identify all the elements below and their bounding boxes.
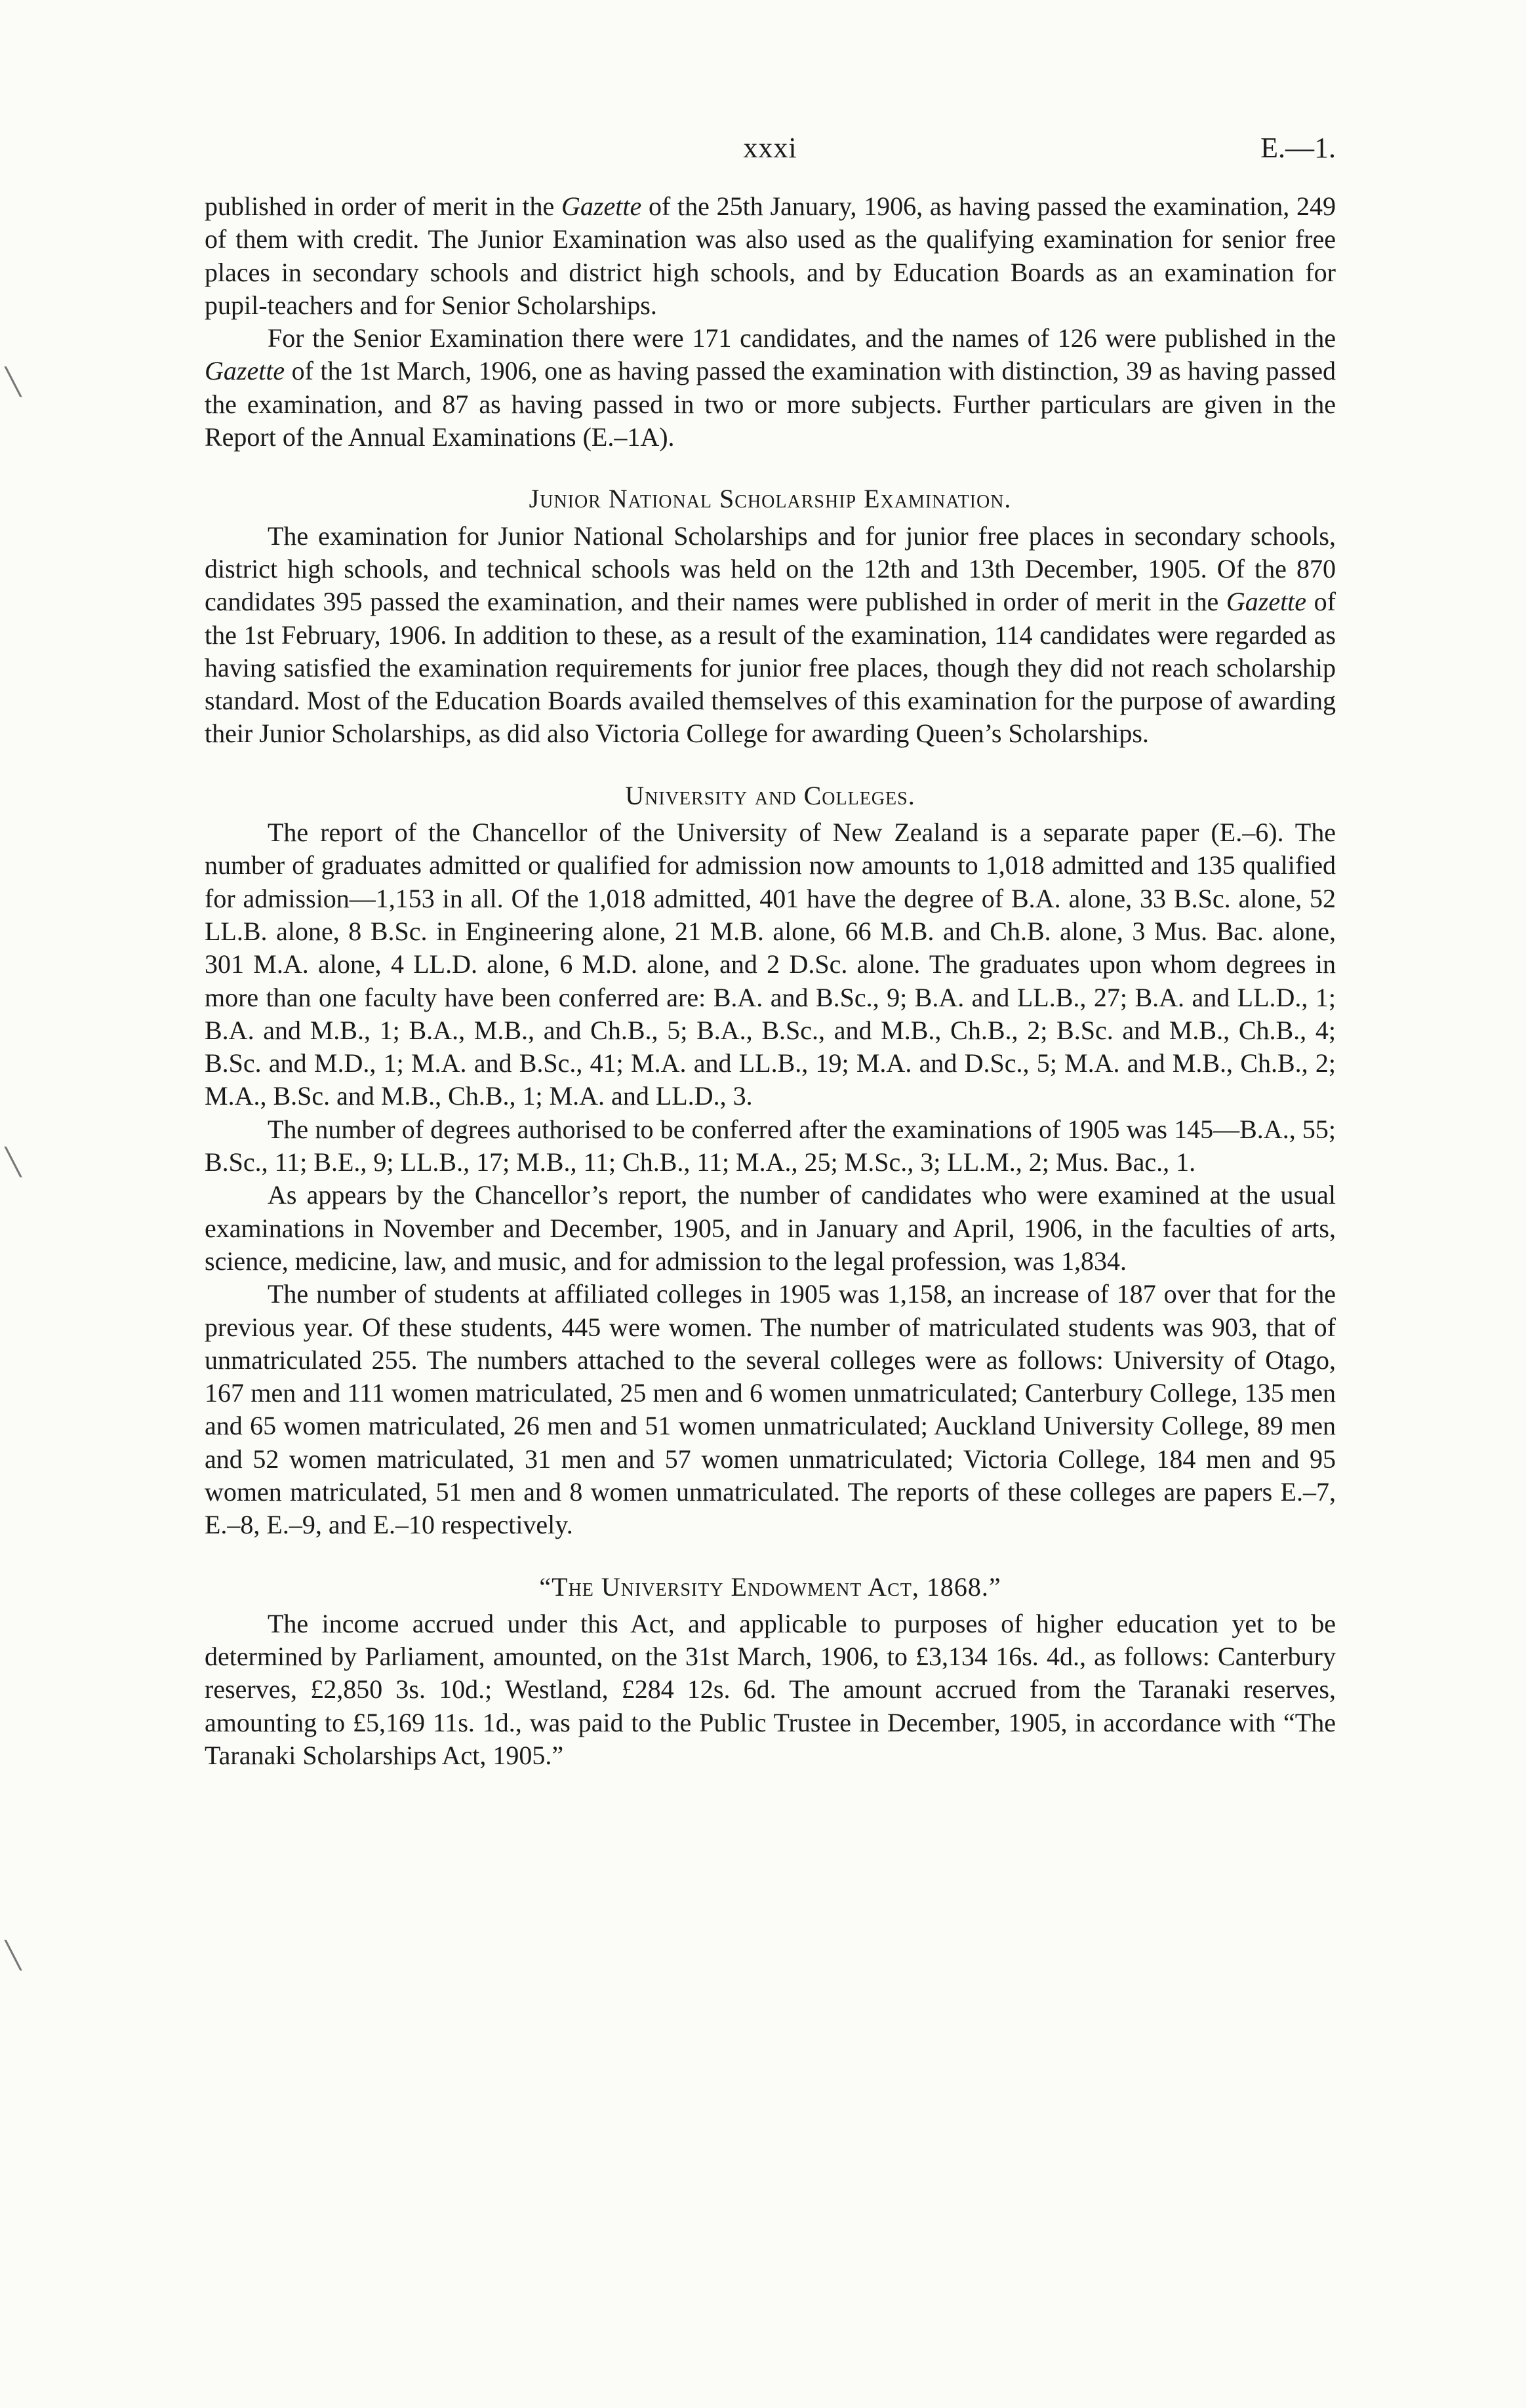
intro-paragraph-2 [205,322,1336,454]
text-run: published in order of merit in the [205,191,562,221]
gazette-italic: Gazette [1226,587,1307,617]
university-paragraph-2: The number of degrees authorised to be conferred after the examinations of 1905 was 145—B.A., 55; B.Sc., 11; B.E., 9; LL.B., 17; M.B., 11; Ch.B., 11; M.A., 25; M.Sc., 3; LL.M., 2; Mus. Bac., 1. [205,1114,1336,1177]
endowment-paragraph-1: The income accrued under this Act, and applicable to purposes of higher education yet to be determined by Parliament, amounted, on the 31st March, 1906, to £3,134 16s. 4d., as follows: Canterbury reserves, £2,850 3s. 10d.; Westland, £284 12s. 6d. The amount accrued from the Taranaki reserves, amounting to £5,169 11s. 1d., was paid to the Public Trustee in December, 1905, in accordance with “The Taranaki Scholarships Act, 1905.” [205,1608,1336,1771]
page-header [205,131,1336,177]
junior-paragraph-1 [205,520,1336,751]
text-run: of the 25th January, 1906, as having passed the examination, 249 of them with credit. The Junior Examination was also used as the qualifying examination for senior free places in secondary schools and district high schools, and by Education Boards as an examination for pupil-teachers and for Senior Scholarships. [205,191,1336,320]
page-number: xxxi [743,132,797,164]
gazette-italic: Gazette [561,191,642,221]
university-paragraph-3: As appears by the Chancellor’s report, the number of candidates who were examined at the usual examinations in November and December, 1905, and in January and April, 1906, in the faculties of arts, science, medicine, law, and music, and for admission to the legal profession, was 1,834. [205,1180,1336,1276]
university-heading: University and Colleges. [625,780,915,810]
text-run: of the 1st February, 1906. In addition to these, as a result of the examination, 114 candidates were regarded as having satisfied the examination requirements for junior free places, though they did not reach scholarship standard. Most of the Education Boards availed themselves of this examination for the purpose of awarding their Junior Scholarships, as did also Victoria College for awarding Queen’s Scholarships. [205,587,1336,749]
margin-mark: ╲ [5,1147,22,1177]
university-paragraph-4: The number of students at affiliated colleges in 1905 was 1,158, an increase of 187 over that for the previous year. Of these students, 445 were women. The number of matriculated students was 903, that of unmatriculated 255. The numbers attached to the several colleges were as follows: University of Otago, 167 men and 111 women matriculated, 25 men and 6 women unmatriculated; Canterbury College, 135 men and 65 women matriculated, 26 men and 51 women unmatriculated; Auckland University College, 89 men and 52 women matriculated, 31 men and 57 women unmatriculated; Victoria College, 184 men and 95 women matriculated, 51 men and 8 women unmatriculated. The reports of these colleges are papers E.–7, E.–8, E.–9, and E.–10 respectively. [205,1279,1336,1540]
margin-mark: ╲ [5,367,22,397]
text-run: For the Senior Examination there were 171 candidates, and the names of 126 were published in the [268,323,1336,353]
junior-scholarship-heading: Junior National Scholarship Examination. [529,484,1012,514]
text-run: of the 1st March, 1906, one as having passed the examination with distinction, 39 as having passed the examination, and 87 as having passed in two or more subjects. Further particulars are given in the Report of the Annual Examinations (E.–1A). [205,356,1336,452]
endowment-act-heading: “The University Endowment Act, 1868.” [539,1571,1001,1602]
text-run: The examination for Junior National Scholarships and for junior free places in secondary schools, district high schools, and technical schools was held on the 12th and 13th December, 1905. Of the 870 candidates 395 passed the examination, and their names were published in order of merit in the [205,521,1336,617]
gazette-italic: Gazette [205,356,285,386]
margin-mark: ╲ [5,1941,22,1971]
university-paragraph-1: The report of the Chancellor of the University of New Zealand is a separate paper (E.–6). The number of graduates admitted or qualified for admission now amounts to 1,018 admitted and 135 qualified for admission—1,153 in all. Of the 1,018 admitted, 401 have the degree of B.A. alone, 33 B.Sc. alone, 52 LL.B. alone, 8 B.Sc. in Engineering alone, 21 M.B. alone, 66 M.B. and Ch.B. alone, 3 Mus. Bac. alone, 301 M.A. alone, 4 LL.D. alone, 6 M.D. alone, and 2 D.Sc. alone. The graduates upon whom degrees in more than one faculty have been conferred are: B.A. and B.Sc., 9; B.A. and LL.B., 27; B.A. and LL.D., 1; B.A. and M.B., 1; B.A., M.B., and Ch.B., 5; B.A., B.Sc., and M.B., Ch.B., 2; B.Sc. and M.B., Ch.B., 4; B.Sc. and M.D., 1; M.A. and B.Sc., 41; M.A. and LL.B., 19; M.A. and D.Sc., 5; M.A. and M.B., Ch.B., 2; M.A., B.Sc. and M.B., Ch.B., 1; M.A. and LL.D., 3. [205,818,1336,1111]
document-body [205,190,1336,1772]
intro-paragraph-1 [205,190,1336,322]
document-reference: E.—1. [1260,132,1336,164]
